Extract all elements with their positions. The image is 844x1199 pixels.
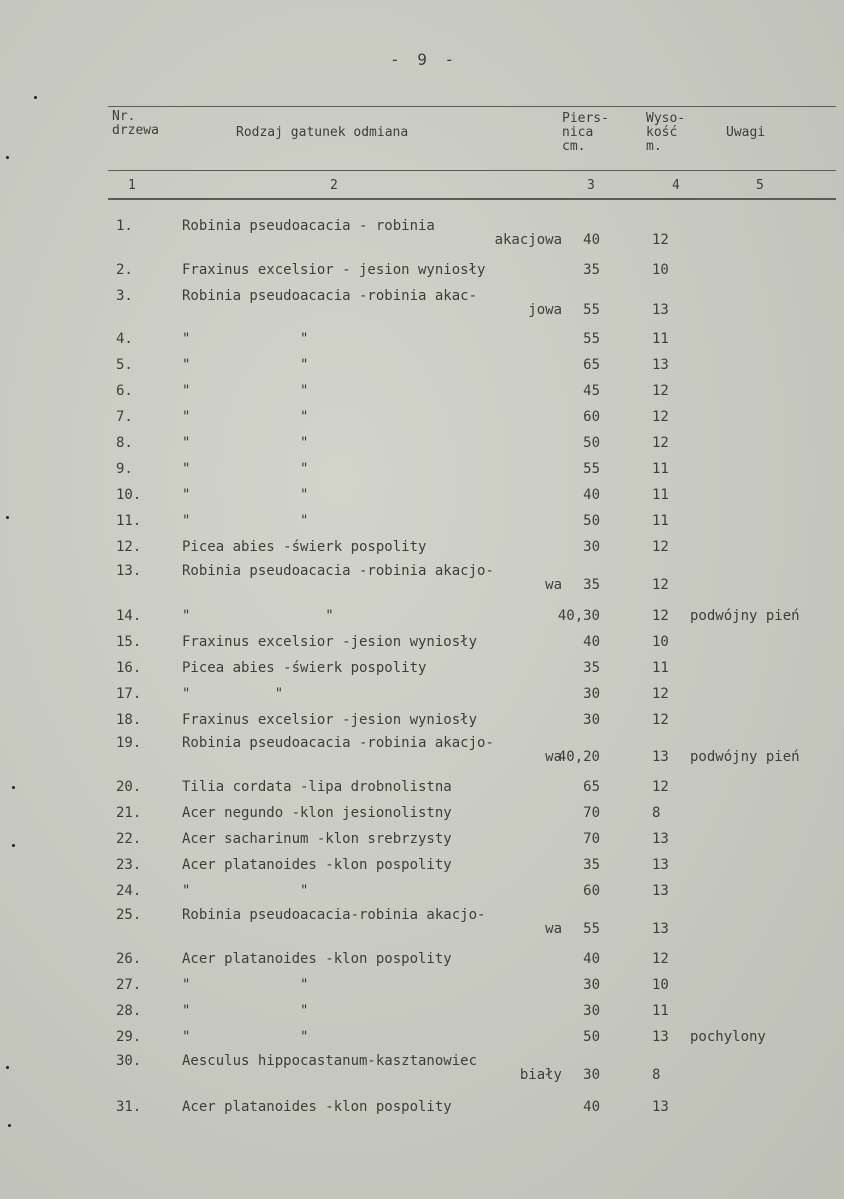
tree-height: 10	[652, 634, 669, 650]
table-row	[0, 1053, 844, 1083]
trunk-circumference: 50	[583, 513, 600, 529]
tree-number: 22.	[116, 831, 142, 847]
table-row	[0, 218, 844, 248]
species-name: Robinia pseudoacacia -robinia akacjo-	[182, 735, 494, 751]
tree-number: 21.	[116, 805, 142, 821]
tree-height: 13	[652, 749, 669, 765]
table-row	[0, 857, 844, 883]
table-row	[0, 487, 844, 513]
trunk-circumference: 40,30	[557, 608, 600, 624]
header-rodzaj: Rodzaj gatunek odmiana	[236, 125, 409, 140]
table-row	[0, 608, 844, 634]
tree-number: 14.	[116, 608, 142, 624]
trunk-circumference: 60	[583, 409, 600, 425]
trunk-circumference: 35	[583, 857, 600, 873]
trunk-circumference: 40	[583, 634, 600, 650]
table-row	[0, 735, 844, 765]
trunk-circumference: 50	[583, 435, 600, 451]
tree-height: 12	[652, 608, 669, 624]
header-wysokosc: Wyso- kość m.	[646, 111, 686, 154]
table-row	[0, 331, 844, 357]
species-name-continuation: wa	[545, 577, 562, 593]
tree-height: 10	[652, 977, 669, 993]
tree-height: 11	[652, 461, 669, 477]
tree-number: 19.	[116, 735, 142, 751]
tree-height: 12	[652, 712, 669, 728]
table-row	[0, 805, 844, 831]
table-row	[0, 539, 844, 565]
trunk-circumference: 40	[583, 487, 600, 503]
table-top-rule	[108, 106, 836, 107]
table-row	[0, 288, 844, 318]
tree-height: 13	[652, 357, 669, 373]
tree-height: 13	[652, 1029, 669, 1045]
tree-number: 3.	[116, 288, 133, 304]
table-row	[0, 883, 844, 909]
scan-mark	[6, 156, 9, 159]
table-row	[0, 831, 844, 857]
tree-number: 30.	[116, 1053, 142, 1069]
trunk-circumference: 35	[583, 262, 600, 278]
species-name: " "	[182, 383, 309, 399]
tree-number: 29.	[116, 1029, 142, 1045]
tree-height: 8	[652, 805, 661, 821]
species-name: Robinia pseudoacacia -robinia akac-	[182, 288, 478, 304]
tree-height: 12	[652, 232, 669, 248]
species-name: Fraxinus excelsior -jesion wyniosły	[182, 712, 478, 728]
trunk-circumference: 40	[583, 951, 600, 967]
table-row	[0, 1099, 844, 1125]
tree-height: 12	[652, 686, 669, 702]
species-name: Robinia pseudoacacia-robinia akacjo-	[182, 907, 486, 923]
table-row	[0, 435, 844, 461]
species-name: Picea abies -świerk pospolity	[182, 539, 427, 555]
trunk-circumference: 60	[583, 883, 600, 899]
species-name: Picea abies -świerk pospolity	[182, 660, 427, 676]
trunk-circumference: 30	[583, 977, 600, 993]
species-name-continuation: jowa	[528, 302, 562, 318]
tree-height: 13	[652, 921, 669, 937]
species-name-continuation: wa	[545, 749, 562, 765]
trunk-circumference: 65	[583, 357, 600, 373]
tree-height: 13	[652, 883, 669, 899]
tree-height: 12	[652, 577, 669, 593]
tree-height: 12	[652, 779, 669, 795]
tree-height: 13	[652, 831, 669, 847]
tree-height: 11	[652, 1003, 669, 1019]
header-piersnica: Piers- nica cm.	[562, 111, 609, 154]
species-name: Acer negundo -klon jesionolistny	[182, 805, 452, 821]
trunk-circumference: 55	[583, 331, 600, 347]
remarks: podwójny pień	[690, 608, 800, 624]
trunk-circumference: 30	[583, 1067, 600, 1083]
trunk-circumference: 30	[583, 712, 600, 728]
header-rule	[108, 170, 836, 171]
tree-height: 13	[652, 302, 669, 318]
tree-number: 23.	[116, 857, 142, 873]
header-uwagi: Uwagi	[726, 125, 766, 140]
scan-mark	[6, 516, 9, 519]
table-row	[0, 409, 844, 435]
column-number-1: 1	[128, 178, 136, 193]
species-name: " "	[182, 977, 309, 993]
tree-number: 15.	[116, 634, 142, 650]
scan-mark	[12, 786, 15, 789]
tree-height: 12	[652, 409, 669, 425]
species-name: " "	[182, 357, 309, 373]
species-name: " "	[182, 461, 309, 477]
species-name: Fraxinus excelsior -jesion wyniosły	[182, 634, 478, 650]
column-number-4: 4	[672, 178, 680, 193]
tree-height: 13	[652, 857, 669, 873]
tree-number: 12.	[116, 539, 142, 555]
trunk-circumference: 30	[583, 539, 600, 555]
species-name: " "	[182, 1003, 309, 1019]
trunk-circumference: 40	[583, 232, 600, 248]
table-row	[0, 513, 844, 539]
tree-number: 6.	[116, 383, 133, 399]
tree-number: 26.	[116, 951, 142, 967]
header-nr: Nr. drzewa	[112, 109, 159, 138]
tree-number: 24.	[116, 883, 142, 899]
species-name: Acer platanoides -klon pospolity	[182, 857, 452, 873]
trunk-circumference: 70	[583, 831, 600, 847]
scan-mark	[12, 844, 15, 847]
trunk-circumference: 45	[583, 383, 600, 399]
tree-height: 11	[652, 487, 669, 503]
species-name: " "	[182, 1029, 309, 1045]
tree-number: 28.	[116, 1003, 142, 1019]
scan-mark	[34, 96, 37, 99]
table-row	[0, 262, 844, 288]
tree-number: 16.	[116, 660, 142, 676]
species-name: Robinia pseudoacacia - robinia	[182, 218, 435, 234]
tree-number: 9.	[116, 461, 133, 477]
table-row	[0, 383, 844, 409]
species-name: Robinia pseudoacacia -robinia akacjo-	[182, 563, 494, 579]
species-name: " "	[182, 608, 334, 624]
species-name-continuation: wa	[545, 921, 562, 937]
trunk-circumference: 65	[583, 779, 600, 795]
species-name: " "	[182, 409, 309, 425]
species-name-continuation: biały	[519, 1067, 562, 1083]
tree-height: 12	[652, 951, 669, 967]
table-row	[0, 634, 844, 660]
species-name: " "	[182, 686, 284, 702]
species-name: " "	[182, 883, 309, 899]
trunk-circumference: 40,20	[557, 749, 600, 765]
table-row	[0, 779, 844, 805]
tree-height: 13	[652, 1099, 669, 1115]
page-number: - 9 -	[390, 50, 459, 69]
table-row	[0, 1003, 844, 1029]
column-number-5: 5	[756, 178, 764, 193]
tree-number: 5.	[116, 357, 133, 373]
species-name: Aesculus hippocastanum-kasztanowiec	[182, 1053, 478, 1069]
trunk-circumference: 50	[583, 1029, 600, 1045]
trunk-circumference: 35	[583, 660, 600, 676]
trunk-circumference: 70	[583, 805, 600, 821]
trunk-circumference: 55	[583, 302, 600, 318]
column-number-rule	[108, 198, 836, 200]
tree-number: 13.	[116, 563, 142, 579]
tree-number: 10.	[116, 487, 142, 503]
tree-height: 12	[652, 383, 669, 399]
tree-number: 18.	[116, 712, 142, 728]
tree-number: 11.	[116, 513, 142, 529]
tree-height: 11	[652, 660, 669, 676]
trunk-circumference: 35	[583, 577, 600, 593]
trunk-circumference: 55	[583, 461, 600, 477]
species-name: Fraxinus excelsior - jesion wyniosły	[182, 262, 486, 278]
scan-mark	[6, 1066, 9, 1069]
table-row	[0, 977, 844, 1003]
tree-height: 10	[652, 262, 669, 278]
species-name: Acer platanoides -klon pospolity	[182, 951, 452, 967]
table-row	[0, 1029, 844, 1055]
tree-number: 7.	[116, 409, 133, 425]
tree-number: 1.	[116, 218, 133, 234]
tree-number: 2.	[116, 262, 133, 278]
table-row	[0, 907, 844, 937]
table-row	[0, 686, 844, 712]
table-row	[0, 461, 844, 487]
species-name: Tilia cordata -lipa drobnolistna	[182, 779, 452, 795]
species-name: Acer platanoides -klon pospolity	[182, 1099, 452, 1115]
remarks: podwójny pień	[690, 749, 800, 765]
species-name: " "	[182, 435, 309, 451]
trunk-circumference: 40	[583, 1099, 600, 1115]
tree-height: 11	[652, 513, 669, 529]
table-row	[0, 357, 844, 383]
species-name: " "	[182, 331, 309, 347]
table-row	[0, 563, 844, 593]
column-number-2: 2	[330, 178, 338, 193]
tree-number: 17.	[116, 686, 142, 702]
tree-height: 11	[652, 331, 669, 347]
tree-number: 4.	[116, 331, 133, 347]
trunk-circumference: 55	[583, 921, 600, 937]
species-name: " "	[182, 487, 309, 503]
species-name: " "	[182, 513, 309, 529]
tree-number: 27.	[116, 977, 142, 993]
trunk-circumference: 30	[583, 686, 600, 702]
species-name-continuation: akacjowa	[494, 232, 562, 248]
tree-height: 12	[652, 539, 669, 555]
tree-number: 25.	[116, 907, 142, 923]
table-row	[0, 660, 844, 686]
tree-number: 8.	[116, 435, 133, 451]
column-number-3: 3	[587, 178, 595, 193]
remarks: pochylony	[690, 1029, 766, 1045]
trunk-circumference: 30	[583, 1003, 600, 1019]
scan-mark	[8, 1124, 11, 1127]
tree-height: 12	[652, 435, 669, 451]
tree-height: 8	[652, 1067, 661, 1083]
tree-number: 31.	[116, 1099, 142, 1115]
table-row	[0, 951, 844, 977]
species-name: Acer sacharinum -klon srebrzysty	[182, 831, 452, 847]
tree-number: 20.	[116, 779, 142, 795]
